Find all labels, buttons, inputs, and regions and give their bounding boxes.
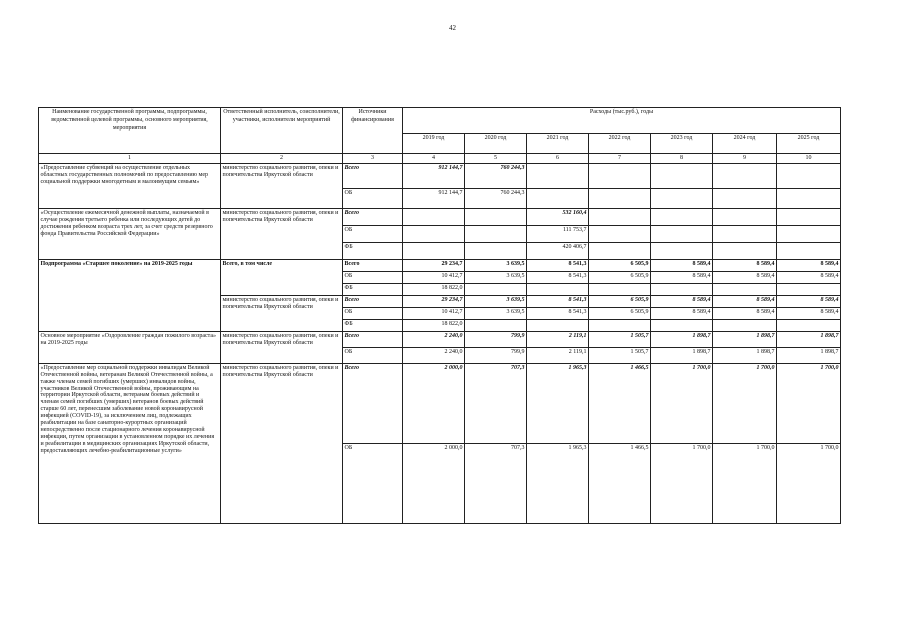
value-cell: 10 412,7	[403, 271, 465, 283]
year-header: 2020 год	[465, 134, 527, 154]
value-cell: 18 822,0	[403, 283, 465, 295]
value-cell: 2 000,0	[403, 363, 465, 443]
row-name: Основное мероприятие «Оздоровление граждан пожилого возраста» на 2019-2025 годы	[39, 331, 221, 363]
source-cell: Всего	[343, 208, 403, 225]
value-cell: 8 589,4	[713, 259, 777, 271]
value-cell	[777, 225, 841, 242]
value-cell: 8 589,4	[777, 307, 841, 319]
source-cell: ОБ	[343, 225, 403, 242]
value-cell: 1 898,7	[777, 347, 841, 363]
col-number: 5	[465, 154, 527, 164]
value-cell: 8 589,4	[713, 307, 777, 319]
value-cell	[589, 225, 651, 242]
value-cell	[589, 319, 651, 331]
value-cell	[403, 242, 465, 259]
value-cell: 1 700,0	[713, 443, 777, 523]
value-cell: 799,9	[465, 347, 527, 363]
source-cell: ОБ	[343, 443, 403, 523]
row-executor: министерство социального развития, опеки и попечительства Иркутской области	[221, 363, 343, 523]
value-cell	[527, 163, 589, 188]
value-cell: 1 466,5	[589, 363, 651, 443]
value-cell: 8 541,3	[527, 271, 589, 283]
value-cell	[713, 208, 777, 225]
value-cell: 420 406,7	[527, 242, 589, 259]
year-header: 2021 год	[527, 134, 589, 154]
value-cell: 29 234,7	[403, 259, 465, 271]
value-cell	[651, 188, 713, 208]
year-header: 2023 год	[651, 134, 713, 154]
value-cell: 8 541,3	[527, 259, 589, 271]
row-name: «Предоставление субвенций на осуществление отдельных областных государственных полномочий по предоставлению мер социальной поддержки многодетным и малоимущим семьям»	[39, 163, 221, 208]
value-cell: 1 965,3	[527, 443, 589, 523]
source-cell: ФБ	[343, 319, 403, 331]
value-cell: 8 589,4	[651, 307, 713, 319]
table-row	[39, 331, 841, 347]
value-cell: 1 505,7	[589, 347, 651, 363]
value-cell	[651, 283, 713, 295]
source-cell: ОБ	[343, 271, 403, 283]
row-executor: министерство социального развития, опеки и попечительства Иркутской области	[221, 331, 343, 363]
value-cell: 8 589,4	[651, 271, 713, 283]
year-header: 2019 год	[403, 134, 465, 154]
col-number: 8	[651, 154, 713, 164]
value-cell: 760 244,3	[465, 163, 527, 188]
value-cell	[651, 225, 713, 242]
value-cell	[527, 283, 589, 295]
value-cell: 1 700,0	[651, 443, 713, 523]
year-header: 2025 год	[777, 134, 841, 154]
value-cell: 707,3	[465, 363, 527, 443]
value-cell: 1 898,7	[713, 331, 777, 347]
value-cell: 2 240,0	[403, 331, 465, 347]
col-number: 10	[777, 154, 841, 164]
source-cell: ФБ	[343, 283, 403, 295]
value-cell: 707,3	[465, 443, 527, 523]
source-cell: Всего	[343, 163, 403, 188]
value-cell: 3 639,5	[465, 271, 527, 283]
source-cell: Всего	[343, 295, 403, 307]
value-cell	[527, 188, 589, 208]
value-cell	[403, 208, 465, 225]
value-cell: 8 589,4	[713, 295, 777, 307]
value-cell: 799,9	[465, 331, 527, 347]
table-row	[39, 163, 841, 188]
row-executor: министерство социального развития, опеки и попечительства Иркутской области	[221, 295, 343, 331]
source-cell: Всего	[343, 363, 403, 443]
value-cell: 1 700,0	[777, 443, 841, 523]
value-cell: 1 505,7	[589, 331, 651, 347]
value-cell	[589, 188, 651, 208]
source-cell: ФБ	[343, 242, 403, 259]
value-cell: 1 965,3	[527, 363, 589, 443]
row-executor: министерство социального развития, опеки и попечительства Иркутской области	[221, 208, 343, 259]
value-cell: 8 589,4	[651, 295, 713, 307]
value-cell	[589, 163, 651, 188]
col-number: 9	[713, 154, 777, 164]
value-cell: 8 589,4	[651, 259, 713, 271]
value-cell: 1 898,7	[777, 331, 841, 347]
value-cell: 6 505,9	[589, 307, 651, 319]
value-cell	[777, 208, 841, 225]
value-cell: 1 466,5	[589, 443, 651, 523]
value-cell: 3 639,5	[465, 307, 527, 319]
source-cell: ОБ	[343, 307, 403, 319]
value-cell	[589, 242, 651, 259]
value-cell: 3 639,5	[465, 259, 527, 271]
value-cell	[403, 225, 465, 242]
value-cell: 8 589,4	[777, 259, 841, 271]
budget-table	[38, 107, 841, 524]
value-cell	[713, 163, 777, 188]
value-cell: 8 589,4	[713, 271, 777, 283]
value-cell: 8 541,3	[527, 307, 589, 319]
value-cell	[713, 242, 777, 259]
row-name: «Предоставление мер социальной поддержки инвалидам Великой Отечественной войны, ветеранам Великой Отечественной войны, а также членам семей погибших (умерших) инвалидов войны, участников Великой Отечественной войны, проживающим на территории Иркутской области, ветеранам боевых действий и членам семей погибших (умерших) ветеранов боевых действий старше 60 лет, перенесшим заболевание новой коронавирусной инфекцией (COVID-19), за исключением лиц, подлежащих реабилитации на базе санаторно-курортных организаций непосредственно после стационарного лечения коронавирусной инфекции, путем организации в установленном порядке их лечения и реабилитации в медицинских организациях Иркутской области, предоставляющих лечебно-реабилитационные услуги»	[39, 363, 221, 523]
year-header: 2022 год	[589, 134, 651, 154]
value-cell: 2 240,0	[403, 347, 465, 363]
value-cell: 8 589,4	[777, 271, 841, 283]
row-name: «Осуществление ежемесячной денежной выплаты, назначаемой в случае рождения третьего ребенка или последующих детей до достижения ребенком возраста трех лет, за счет средств резервного фонда Правительства Российской Федерации»	[39, 208, 221, 259]
value-cell: 29 234,7	[403, 295, 465, 307]
header-source: Источники финансирования	[343, 108, 403, 154]
value-cell: 6 505,9	[589, 295, 651, 307]
value-cell	[589, 208, 651, 225]
year-header: 2024 год	[713, 134, 777, 154]
value-cell	[777, 188, 841, 208]
value-cell	[713, 188, 777, 208]
value-cell: 1 700,0	[777, 363, 841, 443]
value-cell	[651, 319, 713, 331]
value-cell: 18 822,0	[403, 319, 465, 331]
col-number: 3	[343, 154, 403, 164]
col-number: 7	[589, 154, 651, 164]
value-cell	[651, 242, 713, 259]
value-cell	[777, 163, 841, 188]
column-number-row	[39, 154, 841, 164]
value-cell	[713, 319, 777, 331]
value-cell: 1 898,7	[651, 331, 713, 347]
value-cell	[651, 208, 713, 225]
value-cell: 2 119,1	[527, 331, 589, 347]
table-row	[39, 259, 841, 271]
value-cell	[465, 283, 527, 295]
header-name: Наименование государственной программы, подпрограммы, ведомственной целевой программы, основного мероприятия, мероприятия	[39, 108, 221, 154]
value-cell	[465, 319, 527, 331]
value-cell: 8 589,4	[777, 295, 841, 307]
col-number: 1	[39, 154, 221, 164]
value-cell	[651, 163, 713, 188]
value-cell: 1 898,7	[651, 347, 713, 363]
source-cell: ОБ	[343, 347, 403, 363]
value-cell: 912 144,7	[403, 188, 465, 208]
source-cell: ОБ	[343, 188, 403, 208]
value-cell: 2 000,0	[403, 443, 465, 523]
row-executor: Всего, в том числе	[221, 259, 343, 295]
value-cell: 6 505,9	[589, 259, 651, 271]
header-executor: Ответственный исполнитель, соисполнители, участники, исполнители мероприятий	[221, 108, 343, 154]
table-row	[39, 363, 841, 443]
source-cell: Всего	[343, 331, 403, 347]
value-cell: 912 144,7	[403, 163, 465, 188]
value-cell: 532 160,4	[527, 208, 589, 225]
value-cell	[589, 283, 651, 295]
col-number: 6	[527, 154, 589, 164]
row-name: Подпрограмма «Старшее поколение» на 2019-2025 годы	[39, 259, 221, 331]
value-cell	[777, 319, 841, 331]
source-cell: Всего	[343, 259, 403, 271]
value-cell	[465, 225, 527, 242]
value-cell	[713, 225, 777, 242]
value-cell: 1 700,0	[651, 363, 713, 443]
value-cell: 760 244,3	[465, 188, 527, 208]
page-number: 42	[449, 24, 456, 32]
header-expenses: Расходы (тыс.руб.), годы	[403, 108, 841, 134]
value-cell: 10 412,7	[403, 307, 465, 319]
value-cell: 111 753,7	[527, 225, 589, 242]
row-executor: министерство социального развития, опеки и попечительства Иркутской области	[221, 163, 343, 208]
value-cell	[777, 283, 841, 295]
col-number: 4	[403, 154, 465, 164]
value-cell: 1 700,0	[713, 363, 777, 443]
value-cell: 2 119,1	[527, 347, 589, 363]
value-cell: 3 639,5	[465, 295, 527, 307]
header-row	[39, 108, 841, 134]
value-cell: 6 505,9	[589, 271, 651, 283]
value-cell	[465, 208, 527, 225]
value-cell	[777, 242, 841, 259]
value-cell: 1 898,7	[713, 347, 777, 363]
value-cell	[465, 242, 527, 259]
value-cell: 8 541,3	[527, 295, 589, 307]
table-row	[39, 208, 841, 225]
col-number: 2	[221, 154, 343, 164]
value-cell	[527, 319, 589, 331]
value-cell	[713, 283, 777, 295]
